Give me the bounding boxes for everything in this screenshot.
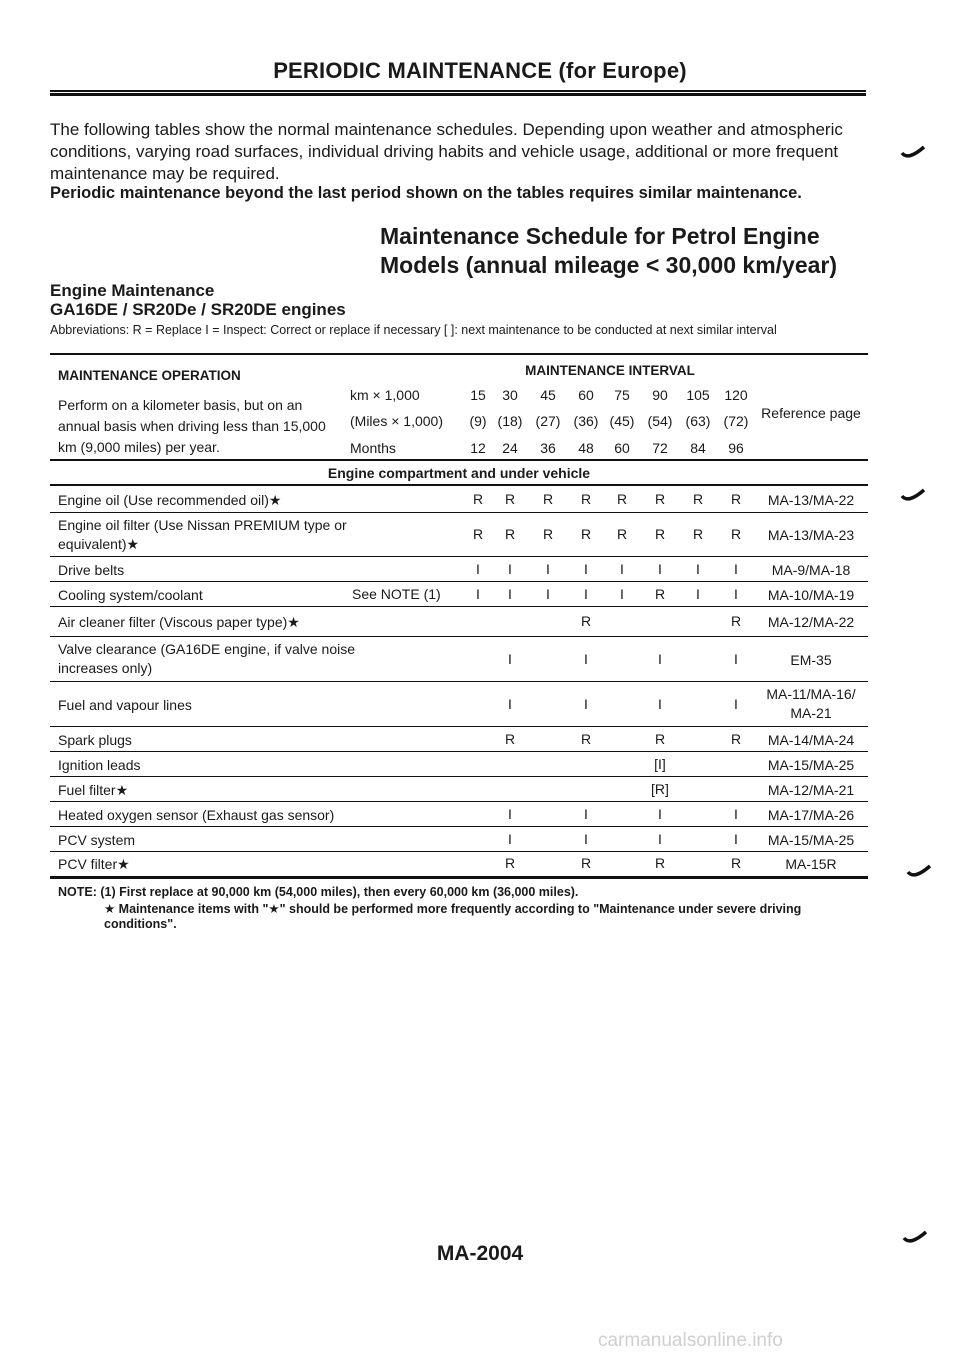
interval-mark: R xyxy=(542,491,554,507)
operation-name: Valve clearance (GA16DE engine, if valve noise increases only) xyxy=(58,641,356,676)
interval-mark: R xyxy=(616,491,628,507)
interval-mark: R xyxy=(504,855,516,871)
interval-km-5: 90 xyxy=(652,387,668,403)
interval-months-0: 12 xyxy=(470,440,486,456)
reference-page: MA-14/MA-24 xyxy=(767,731,855,748)
interval-mark: I xyxy=(508,650,512,667)
unit-miles: (Miles × 1,000) xyxy=(350,413,443,429)
operation-name: Air cleaner filter (Viscous paper type)★ xyxy=(58,614,300,630)
interval-km-1: 30 xyxy=(502,387,518,403)
reference-page: MA-13/MA-23 xyxy=(767,527,855,543)
title-rule xyxy=(50,90,866,92)
intro-bold-note: Periodic maintenance beyond the last period shown on the tables requires similar maintenance. xyxy=(50,184,802,202)
interval-mark: I xyxy=(584,560,588,577)
header-maintenance-operation: MAINTENANCE OPERATION xyxy=(58,368,241,383)
engine-heading-line2: GA16DE / SR20De / SR20DE engines xyxy=(50,300,346,319)
interval-mark: I xyxy=(476,585,480,602)
reference-page: MA-12/MA-22 xyxy=(767,614,855,630)
reference-page: MA-15/MA-25 xyxy=(767,831,855,848)
interval-mark: I xyxy=(658,560,662,577)
table-top-rule xyxy=(50,353,868,355)
operation-name: Engine oil (Use recommended oil)★ xyxy=(58,492,282,508)
schedule-title-line2: Models (annual mileage < 30,000 km/year) xyxy=(380,252,838,278)
interval-mark: I xyxy=(546,585,550,602)
interval-months-2: 36 xyxy=(540,440,556,456)
operation-name: Drive belts xyxy=(58,561,125,578)
interval-mark: I xyxy=(508,695,512,712)
interval-mark: R xyxy=(730,491,742,507)
interval-km-7: 120 xyxy=(724,387,748,403)
interval-mark: I xyxy=(584,830,588,847)
note-star: ★ Maintenance items with "★" should be performed more frequently according to "Maintenance under severe driving conditions". xyxy=(104,902,802,931)
interval-mark: R xyxy=(654,491,666,507)
interval-mark: I xyxy=(476,560,480,577)
interval-months-7: 96 xyxy=(728,440,744,456)
interval-mark: R xyxy=(580,855,592,871)
operation-name: Fuel filter★ xyxy=(58,781,129,798)
interval-mark: R xyxy=(654,730,666,747)
reference-page: MA-15/MA-25 xyxy=(767,756,855,773)
row-divider xyxy=(50,801,868,802)
operation-name: Cooling system/coolant xyxy=(58,586,203,603)
operation-name: Fuel and vapour lines xyxy=(58,696,192,713)
page-title: PERIODIC MAINTENANCE (for Europe) xyxy=(273,58,687,83)
interval-mark: I xyxy=(696,585,700,602)
interval-miles-2: (27) xyxy=(535,413,561,429)
margin-check-mark-icon xyxy=(902,1230,928,1246)
engine-heading-line1: Engine Maintenance xyxy=(50,281,215,300)
interval-mark: R xyxy=(542,526,554,542)
interval-km-2: 45 xyxy=(540,387,556,403)
interval-mark: I xyxy=(734,650,738,667)
interval-mark: [R] xyxy=(651,780,669,797)
interval-mark: I xyxy=(584,805,588,822)
engine-heading xyxy=(50,281,346,319)
interval-mark: R xyxy=(654,526,666,542)
table-bottom-rule xyxy=(50,876,868,879)
header-bottom-rule xyxy=(50,459,868,461)
reference-page: MA-11/MA-16/ MA-21 xyxy=(766,686,856,721)
interval-months-4: 60 xyxy=(614,440,630,456)
interval-miles-5: (54) xyxy=(647,413,673,429)
operation-note: See NOTE (1) xyxy=(352,585,441,602)
interval-mark: I xyxy=(734,805,738,822)
margin-check-mark-icon xyxy=(900,145,926,161)
interval-mark: I xyxy=(734,560,738,577)
intro-paragraph: The following tables show the normal maintenance schedules. Depending upon weather and atmospheric conditions, varying road surfaces, individual driving habits and vehicle usage, additional or more frequent maintenance may be required. xyxy=(50,120,843,183)
interval-mark: I xyxy=(584,585,588,602)
interval-mark: R xyxy=(472,526,484,542)
unit-months: Months xyxy=(350,440,396,456)
operation-name: Engine oil filter (Use Nissan PREMIUM type or equivalent)★ xyxy=(58,517,347,552)
row-divider xyxy=(50,556,868,557)
operation-name: Ignition leads xyxy=(58,756,141,773)
interval-mark: I xyxy=(584,650,588,667)
row-divider xyxy=(50,726,868,727)
interval-miles-3: (36) xyxy=(573,413,599,429)
reference-page: MA-17/MA-26 xyxy=(767,806,855,823)
interval-mark: I xyxy=(508,585,512,602)
interval-months-5: 72 xyxy=(652,440,668,456)
watermark: carmanualsonline.info xyxy=(598,1330,783,1351)
reference-page: EM-35 xyxy=(790,651,832,668)
interval-miles-4: (45) xyxy=(609,413,635,429)
interval-months-1: 24 xyxy=(502,440,518,456)
operation-name: PCV system xyxy=(58,831,136,848)
row-divider xyxy=(50,751,868,752)
interval-mark: I xyxy=(584,695,588,712)
title-rule-thick xyxy=(50,93,866,96)
interval-mark: R xyxy=(504,526,516,542)
reference-page-header: Reference page xyxy=(761,405,861,421)
interval-mark: I xyxy=(734,585,738,602)
reference-page: MA-10/MA-19 xyxy=(767,586,855,603)
interval-mark: R xyxy=(504,730,516,747)
reference-page: MA-13/MA-22 xyxy=(767,492,855,508)
interval-mark: R xyxy=(580,526,592,542)
interval-mark: R xyxy=(472,491,484,507)
interval-mark: I xyxy=(658,650,662,667)
interval-mark: [I] xyxy=(654,755,666,772)
interval-km-0: 15 xyxy=(470,387,486,403)
operation-name: PCV filter★ xyxy=(58,856,130,872)
interval-mark: I xyxy=(734,695,738,712)
section-title: Engine compartment and under vehicle xyxy=(327,465,591,481)
row-divider xyxy=(50,851,868,852)
interval-mark: I xyxy=(658,695,662,712)
page-number: MA-2004 xyxy=(436,1242,524,1265)
row-divider xyxy=(50,636,868,637)
row-divider xyxy=(50,776,868,777)
interval-mark: I xyxy=(508,830,512,847)
interval-mark: R xyxy=(730,730,742,747)
row-divider xyxy=(50,512,868,513)
interval-km-4: 75 xyxy=(614,387,630,403)
header-maintenance-interval: MAINTENANCE INTERVAL xyxy=(525,363,695,378)
interval-months-3: 48 xyxy=(578,440,594,456)
margin-check-mark-icon xyxy=(906,864,932,880)
interval-mark: I xyxy=(696,560,700,577)
interval-mark: I xyxy=(734,830,738,847)
schedule-title-line1: Maintenance Schedule for Petrol Engine xyxy=(380,223,820,249)
interval-mark: R xyxy=(692,526,704,542)
interval-mark: I xyxy=(620,560,624,577)
interval-mark: R xyxy=(580,613,592,629)
interval-mark: I xyxy=(546,560,550,577)
interval-months-6: 84 xyxy=(690,440,706,456)
interval-mark: R xyxy=(730,613,742,629)
margin-check-mark-icon xyxy=(900,488,926,504)
interval-mark: R xyxy=(580,491,592,507)
reference-page: MA-9/MA-18 xyxy=(771,561,851,578)
abbreviations-legend: Abbreviations: R = Replace I = Inspect: Correct or replace if necessary [ ]: next maintenance to be conducted at next similar interval xyxy=(50,323,777,337)
row-divider xyxy=(50,826,868,827)
interval-miles-0: (9) xyxy=(469,413,487,429)
interval-miles-7: (72) xyxy=(723,413,749,429)
interval-mark: I xyxy=(620,585,624,602)
row-divider xyxy=(50,606,868,607)
row-divider xyxy=(50,681,868,682)
note-1: NOTE: (1) First replace at 90,000 km (54,000 miles), then every 60,000 km (36,000 miles). xyxy=(58,885,579,899)
interval-mark: R xyxy=(692,491,704,507)
interval-mark: R xyxy=(730,855,742,871)
interval-miles-6: (63) xyxy=(685,413,711,429)
interval-mark: I xyxy=(658,805,662,822)
schedule-title xyxy=(380,222,880,280)
interval-km-6: 105 xyxy=(686,387,710,403)
interval-mark: I xyxy=(508,805,512,822)
row-divider xyxy=(50,581,868,582)
interval-mark: R xyxy=(730,526,742,542)
interval-mark: R xyxy=(580,730,592,747)
interval-mark: R xyxy=(504,491,516,507)
interval-km-3: 60 xyxy=(578,387,594,403)
interval-mark: I xyxy=(508,560,512,577)
interval-mark: R xyxy=(654,585,666,602)
reference-page: MA-12/MA-21 xyxy=(767,781,855,798)
interval-mark: R xyxy=(654,855,666,871)
section-rule xyxy=(50,484,868,486)
interval-basis-text: Perform on a kilometer basis, but on an annual basis when driving less than 15,000 km (9,000 miles) per year. xyxy=(58,397,326,455)
interval-miles-1: (18) xyxy=(497,413,523,429)
unit-km: km × 1,000 xyxy=(350,387,420,403)
interval-mark: R xyxy=(616,526,628,542)
operation-name: Spark plugs xyxy=(58,731,132,748)
reference-page: MA-15R xyxy=(785,856,837,872)
interval-mark: I xyxy=(658,830,662,847)
operation-name: Heated oxygen sensor (Exhaust gas sensor) xyxy=(58,806,335,823)
